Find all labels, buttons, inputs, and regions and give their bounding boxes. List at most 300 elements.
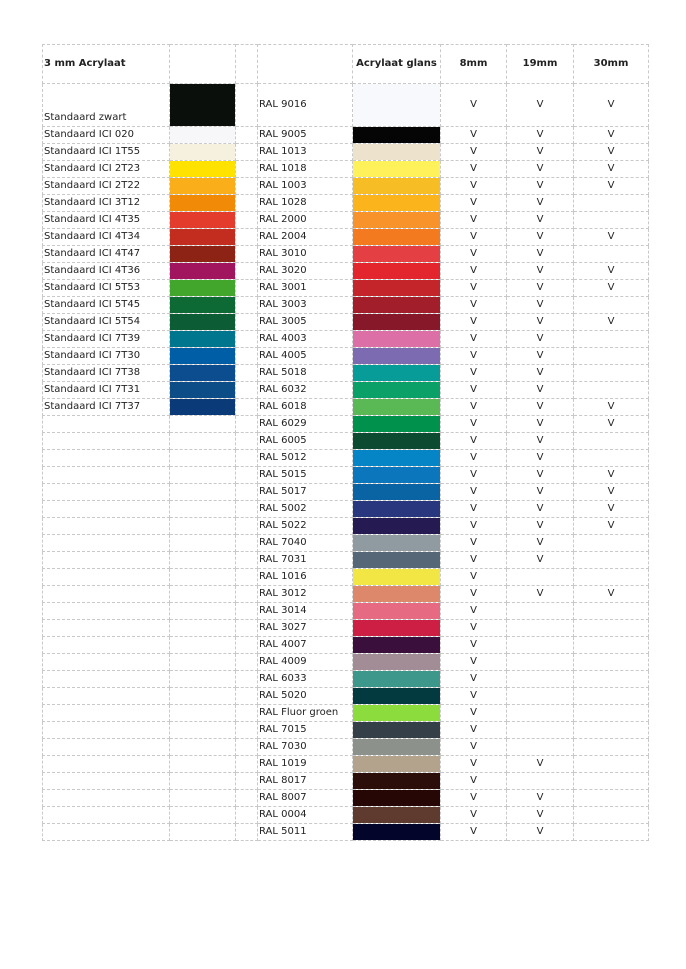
table-row <box>43 348 649 365</box>
availability-30mm <box>574 773 649 790</box>
standard-name <box>43 518 170 535</box>
ral-swatch <box>353 773 441 790</box>
availability-8mm: V <box>441 722 507 739</box>
availability-30mm <box>574 348 649 365</box>
table-row <box>43 365 649 382</box>
standard-swatch <box>170 603 236 620</box>
ral-swatch <box>353 756 441 773</box>
ral-swatch <box>353 569 441 586</box>
standard-swatch <box>170 314 236 331</box>
ral-color-swatch <box>353 705 440 721</box>
standard-swatch <box>170 280 236 297</box>
table-row <box>43 518 649 535</box>
availability-8mm: V <box>441 552 507 569</box>
standard-swatch <box>170 501 236 518</box>
ral-code: RAL 6018 <box>258 399 353 416</box>
header-empty-ral <box>258 45 353 84</box>
availability-8mm: V <box>441 84 507 127</box>
availability-19mm: V <box>507 467 574 484</box>
availability-30mm: V <box>574 518 649 535</box>
header-8mm: 8mm <box>441 45 507 84</box>
availability-19mm <box>507 705 574 722</box>
availability-19mm: V <box>507 824 574 841</box>
availability-30mm: V <box>574 416 649 433</box>
standard-color-swatch <box>170 314 235 330</box>
availability-8mm: V <box>441 688 507 705</box>
ral-swatch <box>353 688 441 705</box>
availability-19mm: V <box>507 518 574 535</box>
spacer-cell <box>236 348 258 365</box>
standard-name <box>43 433 170 450</box>
ral-swatch <box>353 399 441 416</box>
spacer-cell <box>236 331 258 348</box>
standard-color-swatch <box>170 161 235 177</box>
availability-30mm <box>574 654 649 671</box>
availability-8mm: V <box>441 637 507 654</box>
ral-swatch <box>353 467 441 484</box>
ral-color-swatch <box>353 84 440 126</box>
ral-swatch <box>353 654 441 671</box>
ral-code: RAL 1018 <box>258 161 353 178</box>
availability-8mm: V <box>441 705 507 722</box>
availability-30mm: V <box>574 399 649 416</box>
ral-color-swatch <box>353 297 440 313</box>
spacer-cell <box>236 433 258 450</box>
standard-name: Standaard ICI 4T47 <box>43 246 170 263</box>
spacer-cell <box>236 161 258 178</box>
ral-color-swatch <box>353 127 440 143</box>
availability-30mm <box>574 739 649 756</box>
spacer-cell <box>236 824 258 841</box>
spacer-cell <box>236 127 258 144</box>
availability-19mm: V <box>507 416 574 433</box>
ral-color-swatch <box>353 654 440 670</box>
standard-name: Standaard ICI 5T45 <box>43 297 170 314</box>
availability-8mm: V <box>441 127 507 144</box>
availability-19mm: V <box>507 212 574 229</box>
ral-code: RAL 1016 <box>258 569 353 586</box>
ral-swatch <box>353 671 441 688</box>
standard-color-swatch <box>170 399 235 415</box>
standard-name <box>43 790 170 807</box>
standard-name <box>43 773 170 790</box>
spacer-cell <box>236 399 258 416</box>
availability-8mm: V <box>441 467 507 484</box>
availability-19mm: V <box>507 229 574 246</box>
standard-name <box>43 620 170 637</box>
standard-swatch <box>170 756 236 773</box>
availability-30mm <box>574 195 649 212</box>
availability-8mm: V <box>441 382 507 399</box>
ral-code: RAL 3012 <box>258 586 353 603</box>
standard-color-swatch <box>170 195 235 211</box>
ral-swatch <box>353 84 441 127</box>
ral-swatch <box>353 161 441 178</box>
availability-19mm: V <box>507 450 574 467</box>
availability-19mm: V <box>507 535 574 552</box>
table-row <box>43 586 649 603</box>
ral-color-swatch <box>353 484 440 500</box>
standard-color-swatch <box>170 297 235 313</box>
availability-8mm: V <box>441 790 507 807</box>
standard-swatch <box>170 671 236 688</box>
header-30mm: 30mm <box>574 45 649 84</box>
table-row <box>43 161 649 178</box>
table-row <box>43 722 649 739</box>
spacer-cell <box>236 569 258 586</box>
table-row <box>43 807 649 824</box>
ral-code: RAL 3014 <box>258 603 353 620</box>
standard-name <box>43 586 170 603</box>
ral-color-swatch <box>353 756 440 772</box>
ral-code: RAL 3027 <box>258 620 353 637</box>
availability-19mm <box>507 671 574 688</box>
availability-19mm <box>507 688 574 705</box>
availability-30mm <box>574 671 649 688</box>
spacer-cell <box>236 790 258 807</box>
availability-8mm: V <box>441 212 507 229</box>
table-row <box>43 382 649 399</box>
spacer-cell <box>236 586 258 603</box>
ral-swatch <box>353 382 441 399</box>
ral-code: RAL 3001 <box>258 280 353 297</box>
standard-swatch <box>170 688 236 705</box>
ral-color-swatch <box>353 603 440 619</box>
ral-swatch <box>353 824 441 841</box>
ral-swatch <box>353 314 441 331</box>
standard-swatch <box>170 552 236 569</box>
availability-8mm: V <box>441 739 507 756</box>
ral-color-swatch <box>353 620 440 636</box>
availability-8mm: V <box>441 756 507 773</box>
ral-code: RAL 1003 <box>258 178 353 195</box>
availability-19mm: V <box>507 756 574 773</box>
ral-swatch <box>353 229 441 246</box>
standard-swatch <box>170 450 236 467</box>
ral-swatch <box>353 705 441 722</box>
availability-30mm <box>574 790 649 807</box>
availability-30mm: V <box>574 314 649 331</box>
availability-19mm: V <box>507 484 574 501</box>
availability-8mm: V <box>441 433 507 450</box>
ral-color-swatch <box>353 246 440 262</box>
ral-swatch <box>353 790 441 807</box>
ral-code: RAL 5011 <box>258 824 353 841</box>
standard-name <box>43 688 170 705</box>
availability-8mm: V <box>441 671 507 688</box>
table-row <box>43 467 649 484</box>
ral-code: RAL 2000 <box>258 212 353 229</box>
availability-30mm <box>574 807 649 824</box>
availability-30mm: V <box>574 280 649 297</box>
standard-swatch <box>170 705 236 722</box>
standard-swatch <box>170 144 236 161</box>
availability-8mm: V <box>441 263 507 280</box>
standard-swatch <box>170 807 236 824</box>
ral-swatch <box>353 807 441 824</box>
ral-color-swatch <box>353 824 440 840</box>
availability-8mm: V <box>441 297 507 314</box>
header-spacer <box>236 45 258 84</box>
availability-19mm: V <box>507 807 574 824</box>
spacer-cell <box>236 484 258 501</box>
ral-swatch <box>353 552 441 569</box>
standard-color-swatch <box>170 280 235 296</box>
availability-8mm: V <box>441 773 507 790</box>
standard-name: Standaard ICI 1T55 <box>43 144 170 161</box>
ral-color-swatch <box>353 671 440 687</box>
standard-name: Standaard ICI 020 <box>43 127 170 144</box>
ral-color-swatch <box>353 773 440 789</box>
ral-swatch <box>353 263 441 280</box>
ral-swatch <box>353 484 441 501</box>
availability-30mm <box>574 637 649 654</box>
table-row <box>43 603 649 620</box>
availability-8mm: V <box>441 331 507 348</box>
standard-swatch <box>170 246 236 263</box>
ral-color-swatch <box>353 739 440 755</box>
spacer-cell <box>236 450 258 467</box>
standard-swatch <box>170 382 236 399</box>
standard-swatch <box>170 416 236 433</box>
spacer-cell <box>236 552 258 569</box>
ral-color-swatch <box>353 399 440 415</box>
ral-code: RAL 9016 <box>258 84 353 127</box>
standard-swatch <box>170 212 236 229</box>
standard-swatch <box>170 433 236 450</box>
ral-code: RAL 7031 <box>258 552 353 569</box>
ral-swatch <box>353 195 441 212</box>
table-row <box>43 824 649 841</box>
availability-8mm: V <box>441 518 507 535</box>
table-row <box>43 501 649 518</box>
availability-19mm: V <box>507 280 574 297</box>
ral-color-swatch <box>353 501 440 517</box>
standard-swatch <box>170 229 236 246</box>
ral-code: RAL 3010 <box>258 246 353 263</box>
standard-name <box>43 756 170 773</box>
table-row <box>43 280 649 297</box>
standard-swatch <box>170 399 236 416</box>
ral-color-swatch <box>353 535 440 551</box>
standard-swatch <box>170 84 236 127</box>
standard-color-swatch <box>170 144 235 160</box>
standard-name <box>43 824 170 841</box>
spacer-cell <box>236 705 258 722</box>
standard-color-swatch <box>170 127 235 143</box>
spacer-cell <box>236 297 258 314</box>
ral-swatch <box>353 416 441 433</box>
availability-19mm: V <box>507 246 574 263</box>
availability-19mm: V <box>507 331 574 348</box>
availability-19mm <box>507 620 574 637</box>
standard-swatch <box>170 824 236 841</box>
availability-19mm: V <box>507 297 574 314</box>
standard-name <box>43 705 170 722</box>
table-row <box>43 331 649 348</box>
availability-30mm: V <box>574 467 649 484</box>
availability-19mm: V <box>507 586 574 603</box>
spacer-cell <box>236 212 258 229</box>
ral-swatch <box>353 365 441 382</box>
spacer-cell <box>236 654 258 671</box>
availability-19mm: V <box>507 348 574 365</box>
standard-swatch <box>170 178 236 195</box>
availability-19mm <box>507 569 574 586</box>
table-row <box>43 671 649 688</box>
ral-color-swatch <box>353 569 440 585</box>
standard-swatch <box>170 569 236 586</box>
standard-name <box>43 739 170 756</box>
ral-color-swatch <box>353 263 440 279</box>
standard-name <box>43 671 170 688</box>
availability-8mm: V <box>441 535 507 552</box>
availability-30mm <box>574 552 649 569</box>
standard-swatch <box>170 654 236 671</box>
availability-19mm: V <box>507 501 574 518</box>
standard-color-swatch <box>170 331 235 347</box>
table-row <box>43 178 649 195</box>
table-row <box>43 569 649 586</box>
header-3mm-acrylaat: 3 mm Acrylaat <box>43 45 170 84</box>
standard-name: Standaard ICI 7T30 <box>43 348 170 365</box>
ral-color-swatch <box>353 212 440 228</box>
table-row <box>43 688 649 705</box>
ral-swatch <box>353 501 441 518</box>
spacer-cell <box>236 739 258 756</box>
availability-19mm: V <box>507 382 574 399</box>
availability-19mm: V <box>507 161 574 178</box>
ral-code: RAL 3003 <box>258 297 353 314</box>
table-row <box>43 212 649 229</box>
ral-color-swatch <box>353 280 440 296</box>
spacer-cell <box>236 280 258 297</box>
standard-name <box>43 535 170 552</box>
availability-30mm <box>574 365 649 382</box>
ral-color-swatch <box>353 722 440 738</box>
ral-code: RAL 4007 <box>258 637 353 654</box>
standard-swatch <box>170 620 236 637</box>
standard-swatch <box>170 365 236 382</box>
availability-19mm: V <box>507 399 574 416</box>
standard-name: Standaard ICI 3T12 <box>43 195 170 212</box>
availability-30mm <box>574 450 649 467</box>
availability-8mm: V <box>441 569 507 586</box>
ral-color-swatch <box>353 314 440 330</box>
availability-19mm: V <box>507 365 574 382</box>
availability-8mm: V <box>441 484 507 501</box>
spacer-cell <box>236 535 258 552</box>
table-row <box>43 314 649 331</box>
standard-swatch <box>170 127 236 144</box>
ral-code: RAL 5018 <box>258 365 353 382</box>
ral-color-swatch <box>353 331 440 347</box>
ral-swatch <box>353 297 441 314</box>
availability-30mm <box>574 569 649 586</box>
table-row <box>43 297 649 314</box>
color-chart-sheet <box>42 44 648 841</box>
standard-color-swatch <box>170 365 235 381</box>
ral-color-swatch <box>353 807 440 823</box>
standard-swatch <box>170 790 236 807</box>
availability-30mm <box>574 603 649 620</box>
ral-swatch <box>353 280 441 297</box>
header-empty-swatch <box>170 45 236 84</box>
header-acrylaat-glans: Acrylaat glans <box>353 45 441 84</box>
table-row <box>43 450 649 467</box>
standard-swatch <box>170 722 236 739</box>
availability-30mm <box>574 331 649 348</box>
table-row <box>43 229 649 246</box>
table-row <box>43 620 649 637</box>
availability-8mm: V <box>441 178 507 195</box>
standard-swatch <box>170 586 236 603</box>
ral-swatch <box>353 348 441 365</box>
standard-color-swatch <box>170 229 235 245</box>
standard-name: Standaard ICI 4T36 <box>43 263 170 280</box>
spacer-cell <box>236 84 258 127</box>
ral-code: RAL 5012 <box>258 450 353 467</box>
availability-30mm <box>574 756 649 773</box>
availability-30mm <box>574 705 649 722</box>
ral-code: RAL 1028 <box>258 195 353 212</box>
spacer-cell <box>236 416 258 433</box>
availability-30mm: V <box>574 229 649 246</box>
ral-swatch <box>353 535 441 552</box>
availability-30mm <box>574 688 649 705</box>
spacer-cell <box>236 722 258 739</box>
standard-color-swatch <box>170 178 235 194</box>
ral-code: RAL 3020 <box>258 263 353 280</box>
availability-30mm: V <box>574 484 649 501</box>
table-row <box>43 144 649 161</box>
ral-swatch <box>353 331 441 348</box>
table-row <box>43 246 649 263</box>
availability-8mm: V <box>441 229 507 246</box>
standard-name: Standaard ICI 4T34 <box>43 229 170 246</box>
availability-8mm: V <box>441 416 507 433</box>
ral-color-swatch <box>353 433 440 449</box>
ral-code: RAL 3005 <box>258 314 353 331</box>
standard-name: Standaard ICI 7T39 <box>43 331 170 348</box>
standard-color-swatch <box>170 246 235 262</box>
availability-19mm <box>507 739 574 756</box>
availability-19mm <box>507 654 574 671</box>
spacer-cell <box>236 807 258 824</box>
ral-color-swatch <box>353 195 440 211</box>
ral-code: RAL 5020 <box>258 688 353 705</box>
standard-name <box>43 501 170 518</box>
standard-name <box>43 654 170 671</box>
table-row <box>43 552 649 569</box>
ral-code: RAL 6032 <box>258 382 353 399</box>
ral-swatch <box>353 637 441 654</box>
availability-30mm <box>574 246 649 263</box>
table-row <box>43 416 649 433</box>
availability-30mm <box>574 620 649 637</box>
standard-swatch <box>170 331 236 348</box>
table-row <box>43 705 649 722</box>
standard-name <box>43 416 170 433</box>
ral-code: RAL 0004 <box>258 807 353 824</box>
availability-30mm <box>574 535 649 552</box>
table-row <box>43 637 649 654</box>
ral-code: RAL 6029 <box>258 416 353 433</box>
standard-swatch <box>170 263 236 280</box>
table-row <box>43 773 649 790</box>
standard-swatch <box>170 161 236 178</box>
standard-name <box>43 722 170 739</box>
